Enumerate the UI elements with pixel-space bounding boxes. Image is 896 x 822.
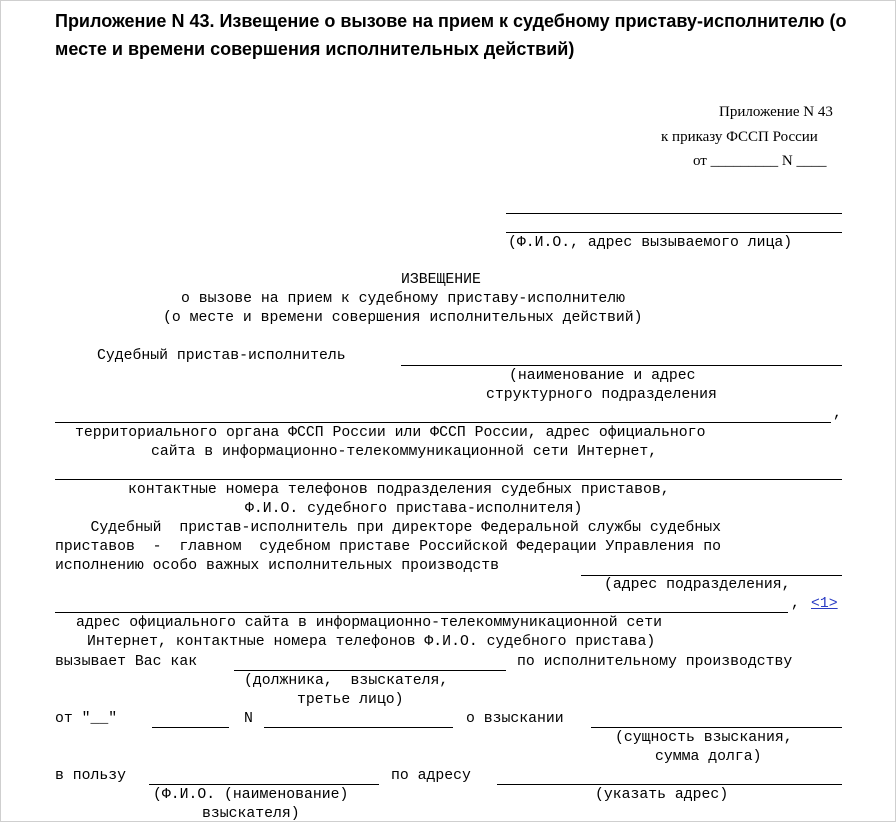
caption-claimant-1: (Ф.И.О. (наименование): [153, 787, 349, 803]
number-label: N: [244, 711, 253, 727]
notice-title: ИЗВЕЩЕНИЕ: [401, 272, 481, 288]
addressee-line-2: [506, 232, 842, 233]
claimant-line: [149, 784, 379, 785]
contacts-line: [55, 479, 842, 480]
notice-subtitle-2: (о месте и времени совершения исполнительных действий): [163, 310, 643, 326]
caption-role-1: (должника, взыскателя,: [244, 673, 449, 689]
recovery-label: о взыскании: [466, 711, 564, 727]
caption-site-1: адрес официального сайта в информационно-телекоммуникационной сети: [76, 615, 663, 631]
recovery-line: [591, 727, 842, 728]
caption-territorial-2: сайта в информационно-телекоммуникационной сети Интернет,: [151, 444, 658, 460]
notice-subtitle-1: о вызове на прием к судебному приставу-исполнителю: [181, 291, 625, 307]
paragraph-line-2: приставов - главном судебном приставе Российской Федерации Управления по: [55, 539, 721, 555]
caption-contacts-2: Ф.И.О. судебного пристава-исполнителя): [245, 501, 583, 517]
annex-line-1: Приложение N 43: [719, 104, 833, 120]
caption-role-2: третье лицо): [297, 692, 404, 708]
from-label: от "__": [55, 711, 118, 727]
favor-label: в пользу: [55, 768, 127, 784]
caption-essence-1: (сущность взыскания,: [615, 730, 793, 746]
caption-dept-address: (адрес подразделения,: [604, 577, 791, 593]
annex-line-2: к приказу ФССП России: [661, 129, 818, 145]
addressee-line-1: [506, 213, 842, 214]
caption-address: (указать адрес): [595, 787, 729, 803]
paragraph-line-3: исполнению особо важных исполнительных производств: [55, 558, 499, 574]
address-label: по адресу: [391, 768, 471, 784]
caption-claimant-2: взыскателя): [202, 806, 300, 822]
role-line: [234, 670, 506, 671]
address-line: [497, 784, 842, 785]
comma: ,: [791, 596, 800, 612]
page-title: Приложение N 43. Извещение о вызове на прием к судебному приставу-исполнителю (о месте и времени совершения исполнительных действий): [55, 11, 847, 59]
caption-naming-1: (наименование и адрес: [509, 368, 696, 384]
addressee-caption: (Ф.И.О., адрес вызываемого лица): [508, 235, 793, 251]
site-line: [55, 612, 788, 613]
proceeding-label: по исполнительному производству: [517, 654, 793, 670]
bailiff-line: [401, 365, 842, 366]
caption-naming-2: структурного подразделения: [486, 387, 717, 403]
summons-label: вызывает Вас как: [55, 654, 198, 670]
caption-site-2: Интернет, контактные номера телефонов Ф.И.О. судебного пристава): [87, 634, 656, 650]
caption-essence-2: сумма долга): [655, 749, 762, 765]
bailiff-label: Судебный пристав-исполнитель: [97, 348, 346, 364]
caption-contacts-1: контактные номера телефонов подразделения судебных приставов,: [128, 482, 670, 498]
number-line: [264, 727, 453, 728]
caption-territorial-1: территориального органа ФССП России или ФССП России, адрес официального: [75, 425, 706, 441]
footnote-link[interactable]: <1>: [811, 596, 838, 612]
department-line: [55, 422, 831, 423]
date-line: [152, 727, 229, 728]
comma: ,: [833, 406, 842, 422]
annex-line-3: от _________ N ____: [693, 153, 827, 169]
paragraph-line-1: Судебный пристав-исполнитель при директоре Федеральной службы судебных: [55, 520, 721, 536]
